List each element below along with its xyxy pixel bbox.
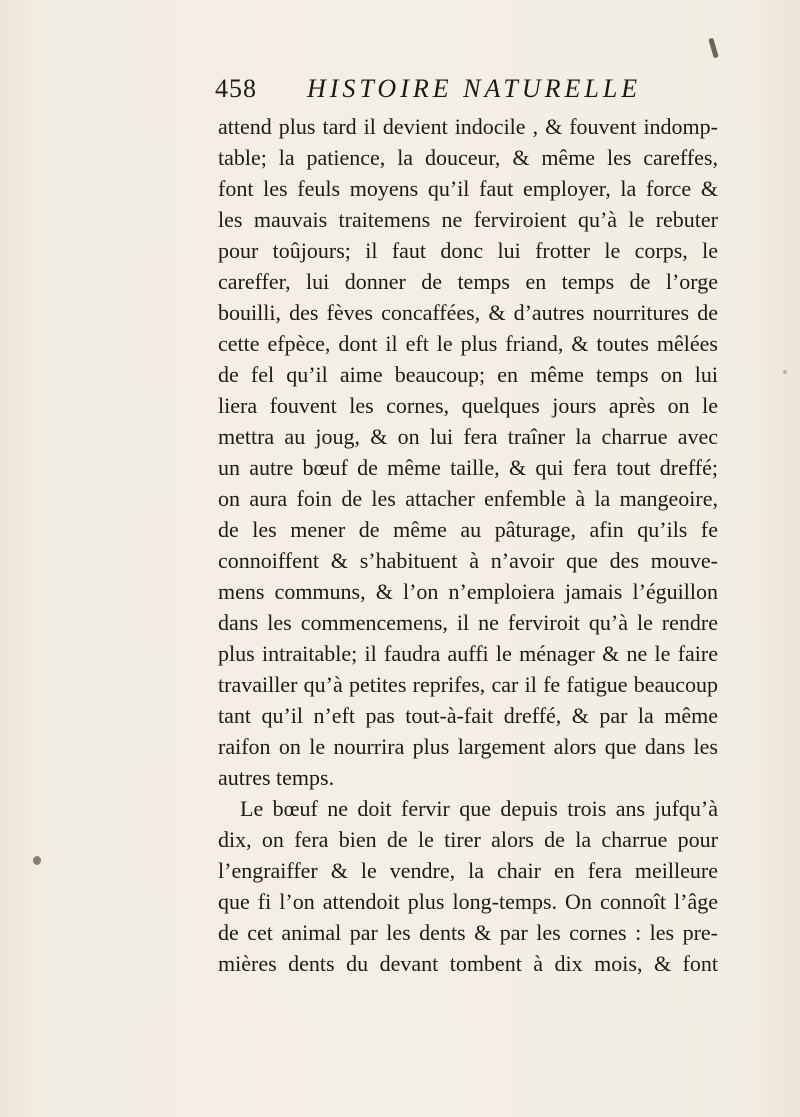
running-title: HISTOIRE NATURELLE: [307, 74, 642, 103]
text-line: dans les commencemens, il ne ferviroit qu’à le rendre: [218, 610, 718, 635]
text-line: pour toûjours; il faut donc lui frotter le corps, le: [218, 238, 718, 263]
text-line: de fel qu’il aime beaucoup; en même temps on lui: [218, 362, 718, 387]
text-line: l’engraiffer & le vendre, la chair en fera meilleure: [218, 858, 718, 883]
page-header: [215, 74, 642, 114]
body-text: [218, 111, 718, 979]
text-line: que fi l’on attendoit plus long-temps. On connoît l’âge: [218, 889, 718, 914]
text-line: table; la patience, la douceur, & même les careffes,: [218, 145, 718, 170]
paper-speck: [33, 856, 41, 865]
text-line: dix, on fera bien de le tirer alors de la charrue pour: [218, 827, 718, 852]
text-line: mières dents du devant tombent à dix mois, & font: [218, 951, 718, 976]
page-number: 458: [215, 74, 257, 103]
text-line: careffer, lui donner de temps en temps de l’orge: [218, 269, 718, 294]
text-line: travailler qu’à petites reprifes, car il fe fatigue beaucoup: [218, 672, 718, 697]
text-line: mens communs, & l’on n’emploiera jamais l’éguillon: [218, 579, 718, 604]
text-line: liera fouvent les cornes, quelques jours après on le: [218, 393, 718, 418]
text-line: les mauvais traitemens ne ferviroient qu’à le rebuter: [218, 207, 718, 232]
text-line: connoiffent & s’habituent à n’avoir que des mouve-: [218, 548, 718, 573]
text-line: raifon on le nourrira plus largement alors que dans les: [218, 734, 718, 759]
text-line: de les mener de même au pâturage, afin qu’ils fe: [218, 517, 718, 542]
text-line: autres temps.: [218, 765, 335, 790]
text-line: font les feuls moyens qu’il faut employer, la force &: [218, 176, 718, 201]
text-line: attend plus tard il devient indocile , & fouvent indomp-: [218, 114, 718, 139]
text-line: cette efpèce, dont il eft le plus friand, & toutes mêlées: [218, 331, 718, 356]
text-line: tant qu’il n’eft pas tout-à-fait dreffé, & par la même: [218, 703, 718, 728]
ink-mark: [708, 38, 718, 59]
text-line: on aura foin de les attacher enfemble à la mangeoire,: [218, 486, 718, 511]
text-line: mettra au joug, & on lui fera traîner la charrue avec: [218, 424, 718, 449]
text-line: Le bœuf ne doit fervir que depuis trois ans jufqu’à: [240, 796, 718, 821]
text-line: bouilli, des fèves concaffées, & d’autres nourritures de: [218, 300, 718, 325]
text-line: un autre bœuf de même taille, & qui fera tout dreffé;: [218, 455, 718, 480]
text-line: plus intraitable; il faudra auffi le ménager & ne le faire: [218, 641, 718, 666]
text-line: de cet animal par les dents & par les cornes : les pre-: [218, 920, 718, 945]
paper-speck: [783, 370, 787, 374]
